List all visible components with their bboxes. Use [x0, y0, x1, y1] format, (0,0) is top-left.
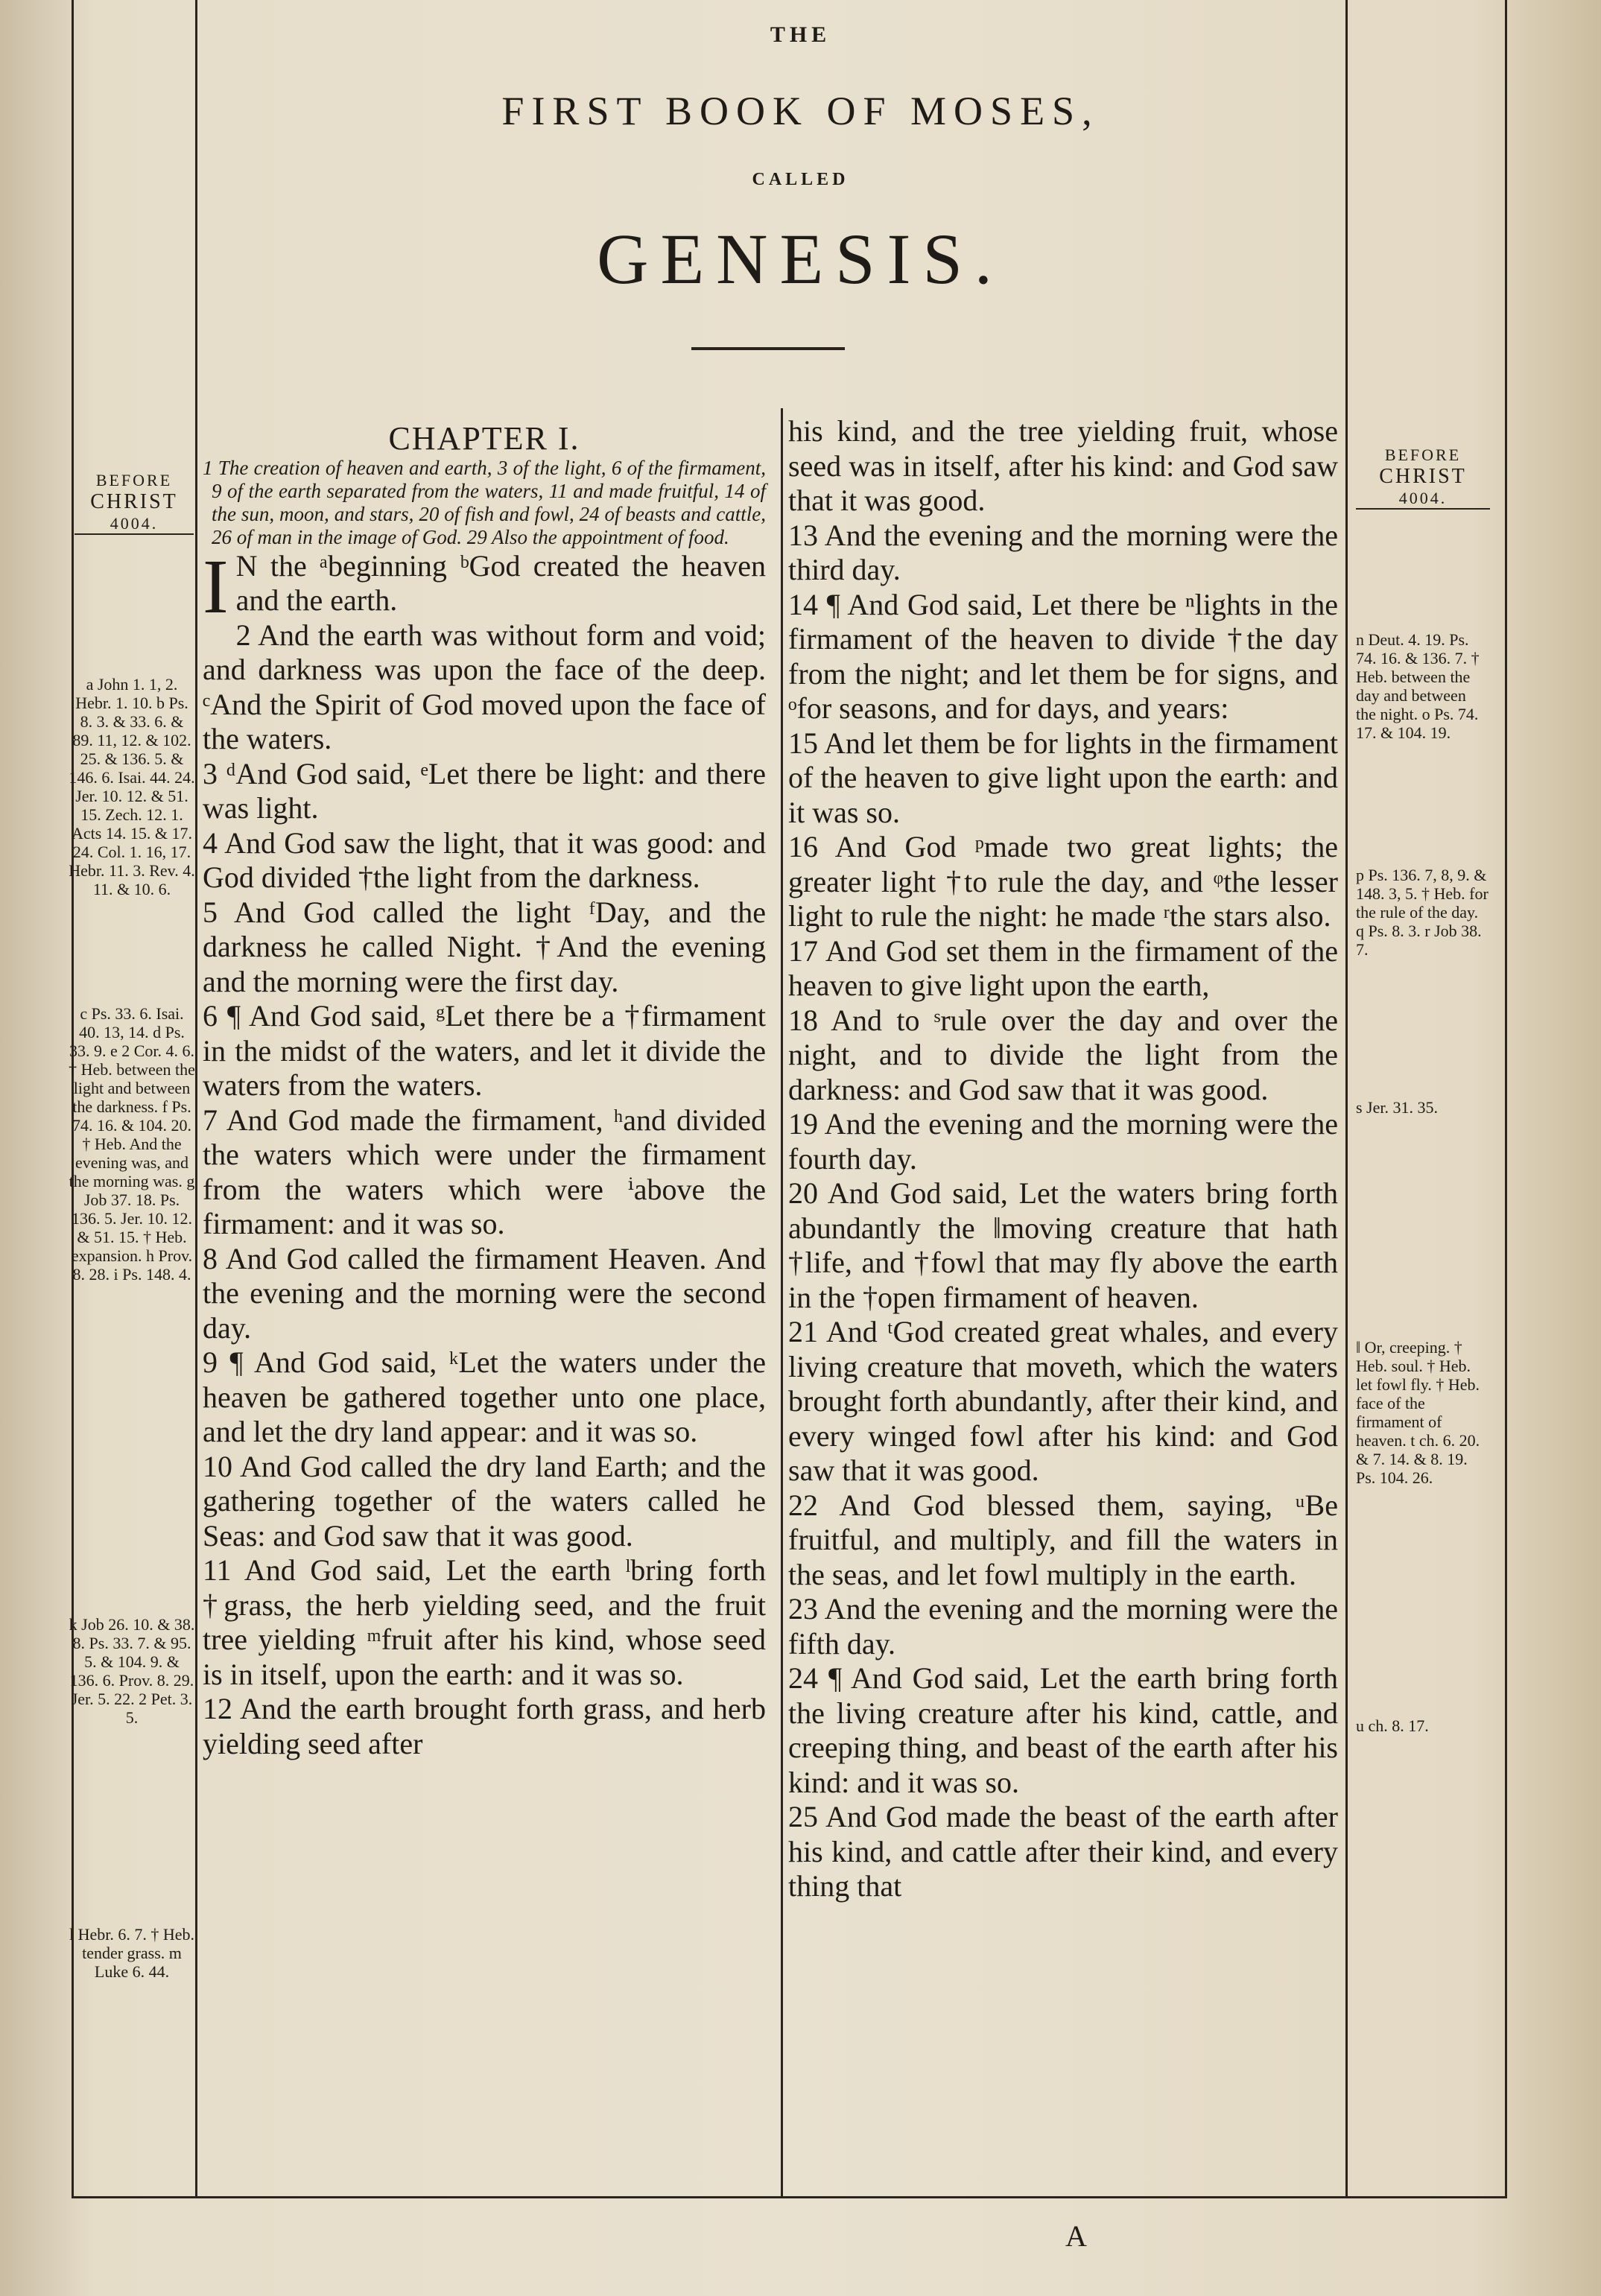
- verse: 21 And ᵗGod created great whales, and every living creature that moveth, which the waters brought forth abundantly, after their kind, and every winged fowl after his kind: and God saw that it was good.: [788, 1315, 1338, 1487]
- verse: 8 And God called the firmament Heaven. And the evening and the morning were the second day.: [203, 1241, 766, 1345]
- verse: 5 And God called the light ᶠDay, and the darkness he called Night. †And the evening and the morning were the first day.: [203, 895, 766, 998]
- verse: N the ᵃbeginning ᵇGod created the heaven and the earth.: [235, 548, 766, 617]
- verse: 22 And God blessed them, saying, ᵘBe fruitful, and multiply, and fill the waters in the seas, and let fowl multiply in the earth.: [788, 1488, 1338, 1591]
- chapter-heading: CHAPTER I.: [388, 420, 580, 457]
- era-label-right: [1356, 445, 1490, 510]
- verse: 11 And God said, Let the earth ˡbring forth †grass, the herb yielding seed, and the fruit tree yielding ᵐfruit after his kind, whose seed is in itself, upon the earth: and it was so.: [203, 1553, 766, 1691]
- era-year: 4004.: [1356, 489, 1490, 510]
- title-rule: [691, 347, 845, 350]
- verse: 3 ᵈAnd God said, ᵉLet there be light: and there was light.: [203, 756, 766, 825]
- genesis-title: GENESIS.: [597, 219, 1004, 299]
- verse: 10 And God called the dry land Earth; and the gathering together of the waters called he Seas: and God saw that it was good.: [203, 1449, 766, 1553]
- verse: 12 And the earth brought forth grass, and herb yielding seed after: [203, 1692, 766, 1760]
- folio-signature: A: [1065, 2219, 1087, 2253]
- era-before: BEFORE: [1384, 445, 1462, 464]
- verse: his kind, and the tree yielding fruit, whose seed was in itself, after his kind: and God saw that it was good.: [788, 414, 1338, 517]
- verse: 17 And God set them in the firmament of the heaven to give light upon the earth,: [788, 933, 1338, 1002]
- verse: 16 And God ᵖmade two great lights; the greater light †to rule the day, and ᵠthe lesser light to rule the night: he made ʳthe stars also.: [788, 830, 1338, 933]
- drop-cap: I: [203, 543, 229, 630]
- era-year: 4004.: [74, 514, 194, 535]
- left-margin-rule: [195, 0, 197, 2198]
- verse: 2 And the earth was without form and void; and darkness was upon the face of the deep. ᶜAnd the Spirit of God moved upon the face of the waters.: [203, 618, 766, 755]
- verse: 7 And God made the firmament, ʰand divided the waters which were under the firmament from the waters which were ⁱabove the firmament: and it was so.: [203, 1103, 766, 1240]
- bottom-rule: [72, 2196, 1507, 2198]
- margin-ref-right: p Ps. 136. 7, 8, 9. & 148. 3, 5. † Heb. for the rule of the day. q Ps. 8. 3. r Job 38. 7.: [1356, 866, 1489, 959]
- verse: 9 ¶ And God said, ᵏLet the waters under the heaven be gathered together unto one place, and let the dry land appear: and it was so.: [203, 1345, 766, 1448]
- verse: 25 And God made the beast of the earth after his kind, and cattle after their kind, and every thing that: [788, 1800, 1338, 1903]
- verse: 13 And the evening and the morning were the third day.: [788, 518, 1338, 586]
- title-called: CALLED: [752, 170, 849, 189]
- margin-ref-left: a John 1. 1, 2. Hebr. 1. 10. b Ps. 8. 3. & 33. 6. & 89. 11, 12. & 102. 25. & 136. 5. & 146. 6. Isai. 44. 24. Jer. 10. 12. & 51. 15. Zech. 12. 1. Acts 14. 15. & 17. 24. Col. 1. 16, 17. Hebr. 11. 3. Rev. 4. 11. & 10. 6.: [69, 675, 195, 898]
- era-label-left: [74, 471, 194, 535]
- right-margin-rule: [1345, 0, 1348, 2198]
- column-divider-rule: [781, 408, 783, 2196]
- verse: 6 ¶ And God said, ᵍLet there be a †firmament in the midst of the waters, and let it divide the waters from the waters.: [203, 999, 766, 1102]
- title-the: THE: [770, 22, 831, 47]
- margin-ref-right: s Jer. 31. 35.: [1356, 1098, 1438, 1117]
- verse: 14 ¶ And God said, Let there be ⁿlights in the firmament of the heaven to divide †the day from the night; and let them be for signs, and ᵒfor seasons, and for days, and years:: [788, 587, 1338, 725]
- verse: 19 And the evening and the morning were the fourth day.: [788, 1107, 1338, 1176]
- era-before: BEFORE: [95, 471, 173, 489]
- chapter-summary: 1 The creation of heaven and earth, 3 of the light, 6 of the firmament, 9 of the earth separated from the waters, 11 and made fruitful, 14 of the sun, moon, and stars, 20 of fish and fowl, 24 of beasts and cattle, 26 of man in the image of God. 29 Also the appointment of food.: [203, 456, 766, 548]
- verse: 24 ¶ And God said, Let the earth bring forth the living creature after his kind, cattle, and creeping thing, and beast of the earth after his kind: and it was so.: [788, 1661, 1338, 1799]
- verse: 18 And to ˢrule over the day and over the night, and to divide the light from the darkness: and God saw that it was good.: [788, 1003, 1338, 1106]
- verse: 15 And let them be for lights in the firmament of the heaven to give light upon the earth: and it was so.: [788, 726, 1338, 829]
- era-christ: CHRIST: [90, 490, 178, 513]
- text-column-left: [203, 422, 766, 1761]
- verse: 20 And God said, Let the waters bring forth abundantly the ‖moving creature that hath †life, and †fowl that may fly above the earth in the †open firmament of heaven.: [788, 1176, 1338, 1314]
- book-title: FIRST BOOK OF MOSES,: [501, 89, 1100, 133]
- margin-ref-left: l Hebr. 6. 7. † Heb. tender grass. m Luke 6. 44.: [69, 1925, 195, 1981]
- margin-ref-right: u ch. 8. 17.: [1356, 1716, 1429, 1735]
- right-outer-rule: [1505, 0, 1507, 2198]
- era-christ: CHRIST: [1379, 465, 1467, 488]
- margin-ref-left: k Job 26. 10. & 38. 8. Ps. 33. 7. & 95. 5. & 104. 9. & 136. 6. Prov. 8. 29. Jer. 5. 22. 2 Pet. 3. 5.: [69, 1615, 195, 1727]
- margin-ref-left: c Ps. 33. 6. Isai. 40. 13, 14. d Ps. 33. 9. e 2 Cor. 4. 6. † Heb. between the light and between the darkness. f Ps. 74. 16. & 104. 20. † Heb. And the evening was, and the morning was. g Job 37. 18. Ps. 136. 5. Jer. 10. 12. & 51. 15. † Heb. expansion. h Prov. 8. 28. i Ps. 148. 4.: [69, 1004, 195, 1284]
- margin-ref-right: n Deut. 4. 19. Ps. 74. 16. & 136. 7. † Heb. between the day and between the night. o Ps. 74. 17. & 104. 19.: [1356, 630, 1480, 742]
- text-column-right: [788, 414, 1338, 1904]
- verse: 4 And God saw the light, that it was good: and God divided †the light from the darkness.: [203, 825, 766, 894]
- margin-ref-right: ‖ Or, creeping. † Heb. soul. † Heb. let fowl fly. † Heb. face of the firmament of heaven. t ch. 6. 20. & 7. 14. & 8. 19. Ps. 104. 26.: [1356, 1338, 1480, 1487]
- verse: 23 And the evening and the morning were the fifth day.: [788, 1592, 1338, 1661]
